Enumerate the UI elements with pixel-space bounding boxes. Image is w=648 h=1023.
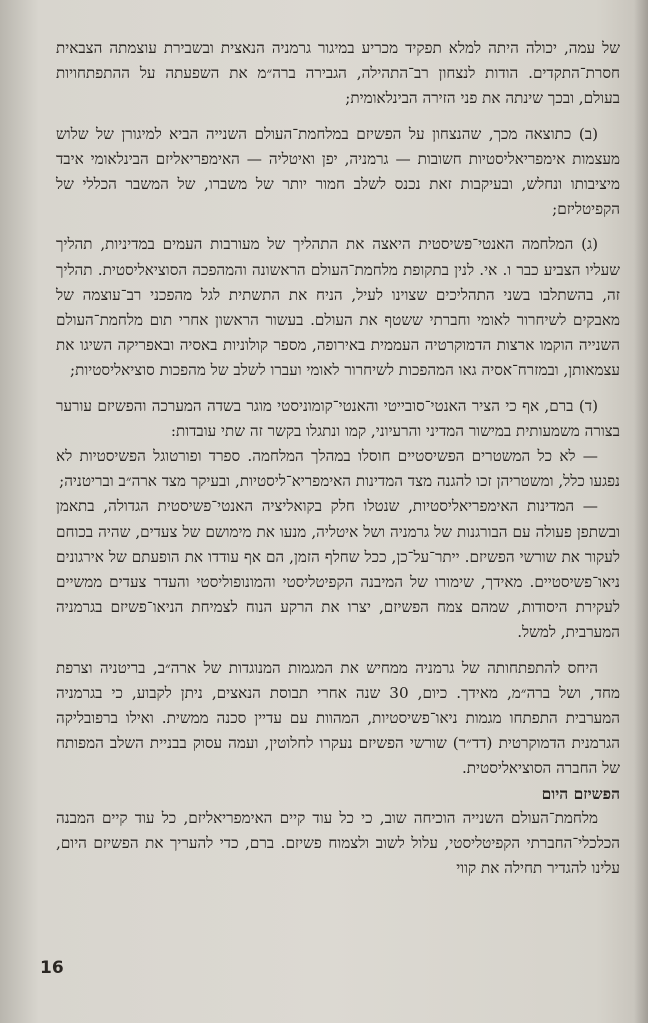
paragraph-dash-2: — המדינות האימפריאליסטיות, שנטלו חלק בקואליציה האנטי־פשיסטית הגדולה, בתאמן ובשתפן פעולה עם הבורגנות של גרמניה ושל איטליה, מנעו את מימושם של צעדים, שהיה בכוחם לעקור את שורשי הפשיזם. ייתר־על־כן, ככל שחלף הזמן, הם אף עודדו את הופעתם של אירגונים ניאו־פשיסטיים. מאידך, שימורו של המיבנה הקפיטליסטי והמונופוליסטי והעדר צעדים ממשיים לעקירת היסודות, שמהם צמח הפשיזם, יצרו את הרקע הנוח לצמיחת הניאו־פשיזם בגרמניה המערבית, למשל. [56,497,620,642]
paragraph-germany: היחס להתפתחותה של גרמניה ממחיש את המגמות המנוגדות של ארה״ב, בריטניה וצרפת מחד, ושל ברה״מ, מאידך. כיום, 30 שנה אחרי תבוסת הנאצים, ניתן לקבוע, כי בגרמניה המערבית התפתחו מגמות ניאו־פשיסטיות, המהוות עם עדיין סכנה ממשית. ואילו ברפובליקה הגרמנית הדמוקרטית (דד״ר) שורשי הפשיזם נעקרו לחלוטין, ועמה עסוק בבניית השלב המפותח של החברה הסוציאליסטית. [56,658,620,778]
paragraph-continuation: של עמה, יכולה היתה למלא תפקיד מכריע במיגור גרמניה הנאצית ובשבירת עוצמתה הצבאית חסרת־התקדים. הודות לנצחון רב־התהילה, הגבירה ברה״מ את השפעתה על ההתפתחויות בעולם, ובכך שינתה את פני הזירה הבינלאומית; [56,39,620,108]
section-heading: הפשיזם היום [541,783,620,803]
body-text [56,36,620,881]
paragraph-b: (ב) כתוצאה מכך, שהנצחון על הפשיזם במלחמת־העולם השנייה הביא למיגורן של שלוש מעצמות אימפריאליסטיות חשובות — גרמניה, יפן ואיטליה — האימפריאליזם הבינלאומי איבד מיציבותו ונחלש, ובעיקבות זאת נכנס לשלב חמור יותר של משברו, של המשבר הכללי של הקפיטליזם; [56,124,620,219]
page-number: 16 [40,958,64,978]
paragraph-d: (ד) ברם, אף כי הציר האנטי־סובייטי והאנטי־קומוניסטי מוגר בשדה המערכה והפשיזם עורער בצורה משמעותית במישור המדיני והרעיוני, קמו ונתגלו בקשר זה שתי עובדות: [56,396,620,440]
paragraph-c: (ג) המלחמה האנטי־פשיסטית היאצה את התהליך של מעורבות העמים במדיניות, תהליך שעליו הצביע כבר ו. אי. לנין בתקופת מלחמת־העולם הראשונה והמהפכה הסוציאליסטית. תהליך זה, בהשתלבו בשני התהליכים שצוינו לעיל, הניח את התשתית לגל מהפכני רב־עוצמה של מאבקים לשיחרור לאומי וחברתי ששטף את העולם. בעשור הראשון אחרי תום מלחמת־העולם השנייה הוקמו ארצות הדמוקרטיה העממית באירופה, מספר קולוניות באסיה ובאפריקה השיגו את עצמאותן, ובמזרח־אסיה גאו המהפכות לשיחרור לאומי ועברו לשלב של מהפכות סוציאליסטיות; [56,235,620,380]
paragraph-dash-1: — לא כל המשטרים הפשיסטיים חוסלו במהלך המלחמה. ספרד ופורטוגל הפשיסטיות לא נפגעו כלל, ומשטריהן זכו להגנה מצד המדינות האימפריא־ליסטיות, ובעיקר מצד ארה״ב ובריטניה; [56,447,620,491]
paragraph-closing: מלחמת־העולם השנייה הוכיחה שוב, כי כל עוד קיים האימפריאליזם, כל עוד קיים המבנה הכלכלי־החברתי הקפיטליסטי, עלול לשוב ולצמוח פשיזם. ברם, כדי להעריך את הפשיזם היום, עלינו להגדיר תחילה את קווי [56,808,620,878]
